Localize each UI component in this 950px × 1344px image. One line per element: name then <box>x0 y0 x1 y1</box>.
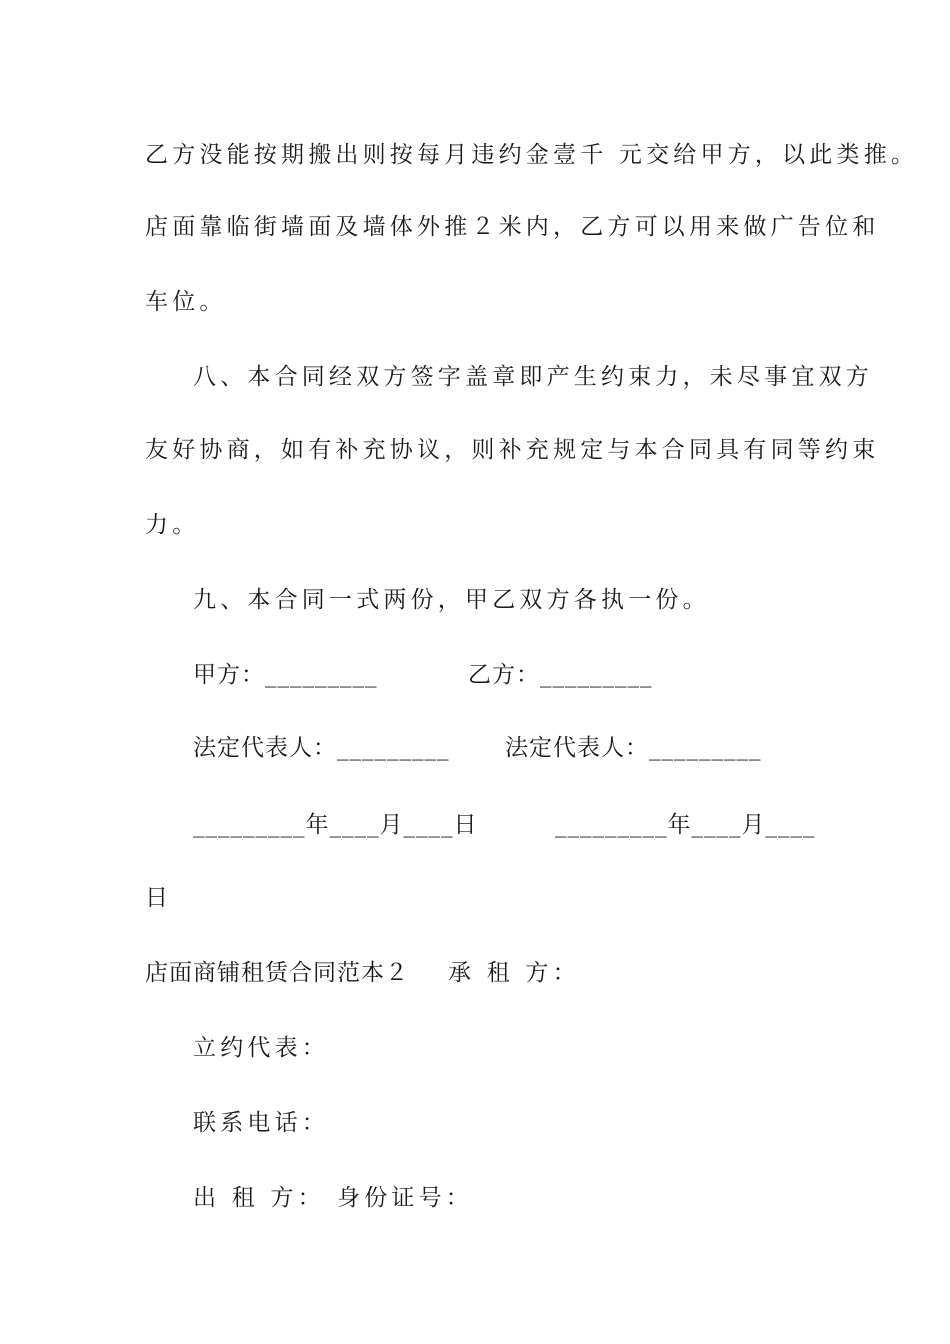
party-a-signature: 甲方：_________ <box>193 662 378 688</box>
date-day-wrap: 日 <box>145 885 173 911</box>
paragraph-line: 车位。 <box>145 289 227 315</box>
paragraph-line: 友好协商，如有补充协议，则补充规定与本合同具有同等约束 <box>145 437 880 463</box>
legal-rep-b: 法定代表人：_________ <box>505 735 762 761</box>
signing-rep-label: 立约代表： <box>193 1035 329 1061</box>
id-number-label: 身份证号： <box>337 1185 473 1211</box>
paragraph-line: 乙方没能按期搬出则按每月违约金壹千 元交给甲方，以此类推。 <box>145 142 919 168</box>
party-b-signature: 乙方：_________ <box>468 662 653 688</box>
paragraph-line: 力。 <box>145 512 200 538</box>
date-b: _________年____月____ <box>555 812 816 838</box>
clause-nine: 九、本合同一式两份，甲乙双方各执一份。 <box>193 587 710 613</box>
legal-rep-a: 法定代表人：_________ <box>193 735 450 761</box>
lessor-label: 出 租 方： <box>193 1185 325 1211</box>
phone-label: 联系电话： <box>193 1110 329 1136</box>
clause-eight: 八、本合同经双方签字盖章即产生约束力，未尽事宜双方 <box>193 364 873 390</box>
date-a: _________年____月____日 <box>193 812 478 838</box>
lessee-label: 承 租 方： <box>448 960 580 986</box>
section-title: 店面商铺租赁合同范本２ <box>145 960 409 986</box>
paragraph-line: 店面靠临街墙面及墙体外推２米内，乙方可以用来做广告位和 <box>145 214 880 240</box>
